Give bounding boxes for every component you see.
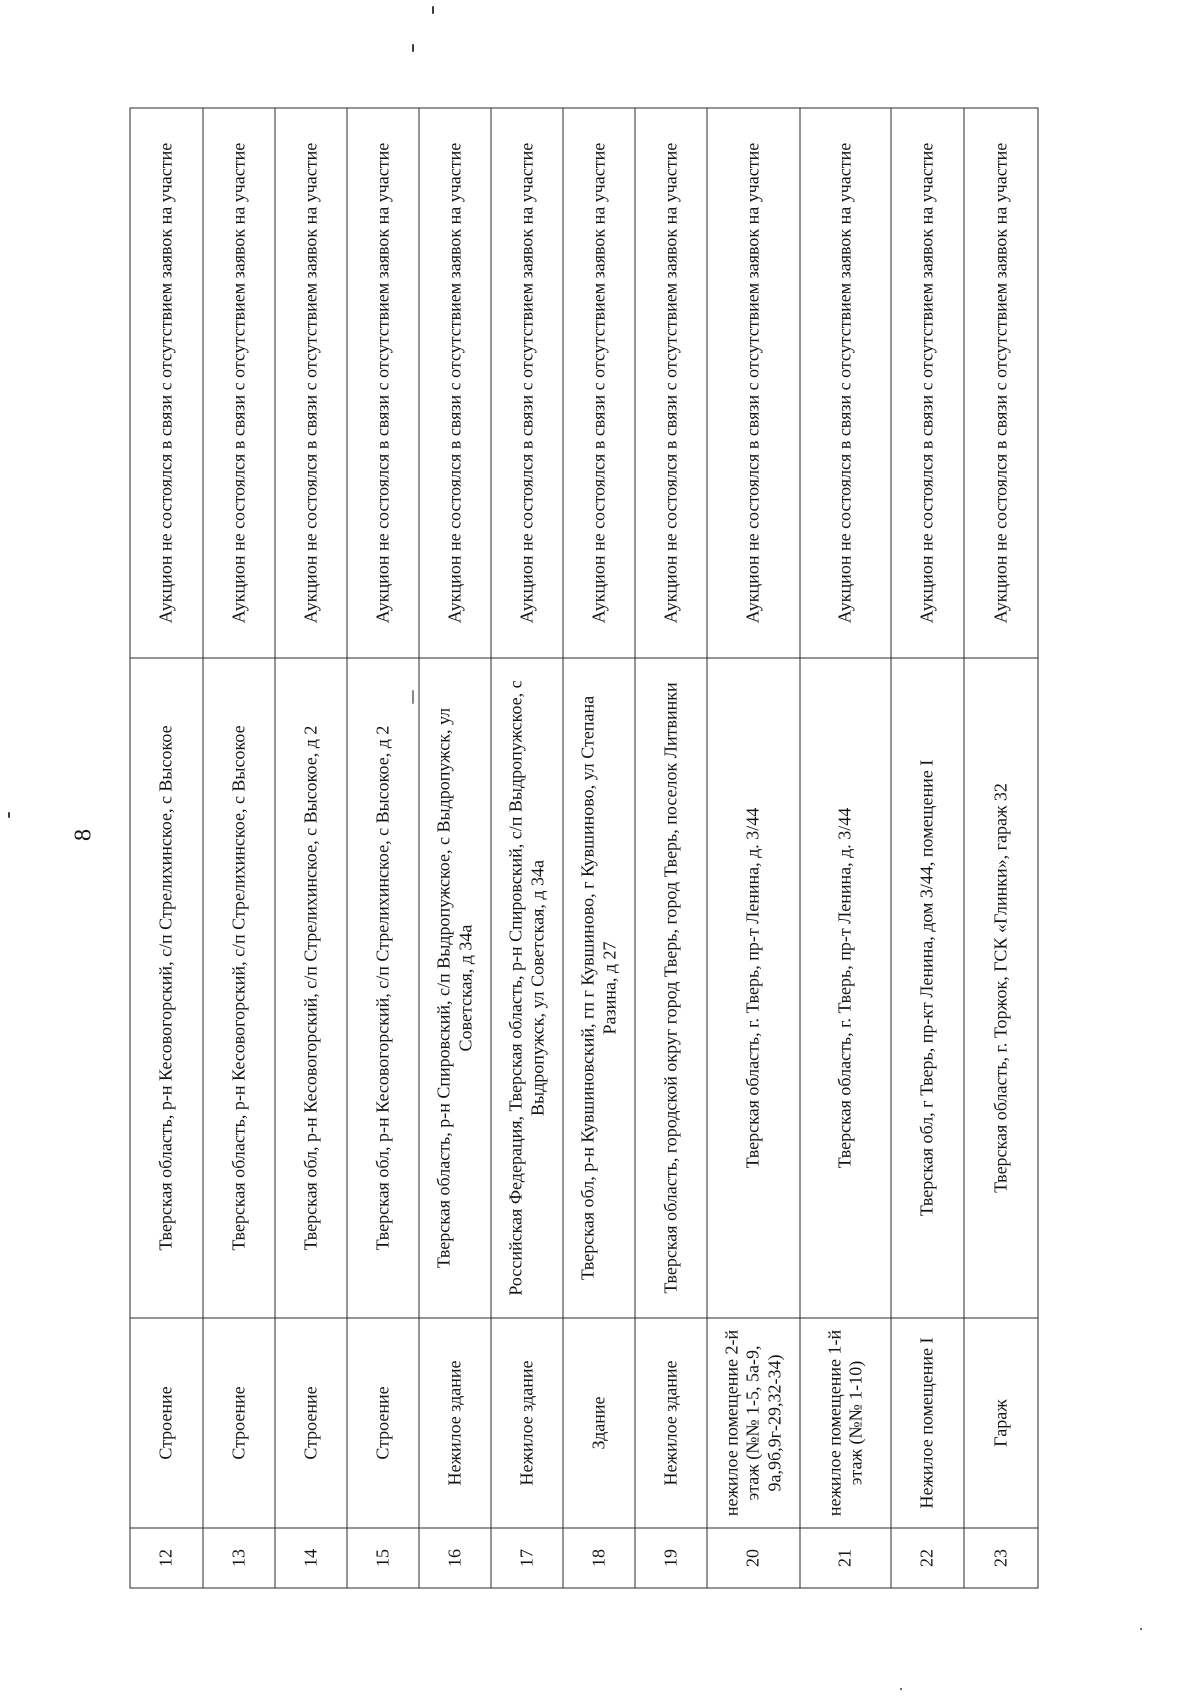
object-address: Тверская область, г. Тверь, пр-т Ленина, д. 3/44 — [834, 807, 855, 1169]
table-row — [800, 108, 891, 1588]
scan-speck — [432, 6, 434, 14]
object-address-cell — [800, 658, 891, 1318]
object-type: нежилое помещение 1-й этаж (№№ 1-10) — [824, 1329, 866, 1517]
row-number-cell — [563, 1528, 635, 1588]
object-address: Тверская обл, р-н Кесовогорский, с/п Стрелихинское, с Высокое, д 2 — [300, 725, 321, 1251]
object-type-cell — [891, 1318, 964, 1528]
auction-status: Аукцион не состоялся в связи с отсутствием заявок на участие — [444, 142, 465, 624]
object-address: Тверская обл, г Тверь, пр-кт Ленина, дом 3/44, помещение I — [916, 759, 937, 1217]
row-number-cell — [203, 1528, 275, 1588]
auction-status-cell — [563, 108, 635, 658]
object-address-cell — [891, 658, 964, 1318]
scan-speck — [1140, 1628, 1142, 1630]
auction-status: Аукцион не состоялся в связи с отсутствием заявок на участие — [916, 142, 937, 624]
object-address-cell — [563, 658, 635, 1318]
object-address: Тверская область, г. Тверь, пр-т Ленина, д. 3/44 — [742, 807, 763, 1169]
table-row — [347, 108, 419, 1588]
table-row — [707, 108, 800, 1588]
object-type: Строение — [372, 1386, 393, 1460]
table-body — [130, 108, 1038, 1588]
row-number: 20 — [742, 1549, 763, 1567]
table-row — [419, 108, 491, 1588]
object-address: Тверская область, р-н Кесовогорский, с/п Стрелихинское, с Высокое — [228, 725, 249, 1251]
auction-status-cell — [347, 108, 419, 658]
row-number: 21 — [834, 1549, 855, 1567]
table-row — [275, 108, 347, 1588]
row-number: 14 — [300, 1549, 321, 1567]
auction-status-cell — [491, 108, 563, 658]
row-number-cell — [635, 1528, 707, 1588]
object-type: нежилое помещение 2-й этаж (№№ 1-5, 5а-9, 9а,9б,9г-29,32-34) — [721, 1329, 785, 1517]
row-number-cell — [347, 1528, 419, 1588]
object-address: Тверская обл, р-н Кувшиновский, гп г Кувшиново, г Кувшиново, ул Степана Разина, д 27 — [577, 695, 619, 1281]
object-type-cell — [563, 1318, 635, 1528]
auction-status: Аукцион не состоялся в связи с отсутствием заявок на участие — [990, 142, 1011, 624]
auction-status: Аукцион не состоялся в связи с отсутствием заявок на участие — [155, 142, 176, 624]
object-address-cell — [635, 658, 707, 1318]
row-number-cell — [275, 1528, 347, 1588]
auction-status: Аукцион не состоялся в связи с отсутствием заявок на участие — [516, 142, 537, 624]
scan-speck — [412, 690, 414, 704]
row-number-cell — [707, 1528, 800, 1588]
row-number: 22 — [916, 1549, 937, 1567]
auction-status-cell — [707, 108, 800, 658]
row-number: 23 — [990, 1549, 1011, 1567]
object-type: Нежилое здание — [660, 1360, 681, 1486]
object-type-cell — [347, 1318, 419, 1528]
object-type: Строение — [228, 1386, 249, 1460]
object-address: Российская Федерация, Тверская область, р-н Спировский, с/п Выдропужское, с Выдропужск, ул Советская, д 34а — [505, 680, 547, 1296]
object-type-cell — [130, 1318, 203, 1528]
auction-status-cell — [203, 108, 275, 658]
object-type: Нежилое здание — [516, 1360, 537, 1486]
table-row — [891, 108, 964, 1588]
auction-status-cell — [800, 108, 891, 658]
row-number-cell — [891, 1528, 964, 1588]
table-row — [130, 108, 203, 1588]
row-number-cell — [130, 1528, 203, 1588]
auction-status: Аукцион не состоялся в связи с отсутствием заявок на участие — [742, 142, 763, 624]
object-address-cell — [707, 658, 800, 1318]
auction-status: Аукцион не состоялся в связи с отсутствием заявок на участие — [228, 142, 249, 624]
scan-speck — [8, 812, 10, 818]
object-type: Нежилое здание — [444, 1360, 465, 1486]
table-row — [563, 108, 635, 1588]
object-address-cell — [203, 658, 275, 1318]
object-type-cell — [635, 1318, 707, 1528]
auction-status-cell — [130, 108, 203, 658]
rotated-table-wrapper — [134, 108, 1034, 1588]
object-type: Здание — [588, 1396, 609, 1450]
object-address-cell — [491, 658, 563, 1318]
object-address: Тверская область, городской округ город Тверь, город Тверь, поселок Литвинки — [660, 682, 681, 1294]
object-address-cell — [130, 658, 203, 1318]
object-address-cell — [347, 658, 419, 1318]
auction-status: Аукцион не состоялся в связи с отсутствием заявок на участие — [372, 142, 393, 624]
object-address-cell — [275, 658, 347, 1318]
table-row — [203, 108, 275, 1588]
auction-status-cell — [275, 108, 347, 658]
object-type-cell — [800, 1318, 891, 1528]
scan-speck — [412, 44, 414, 52]
object-type: Нежилое помещение I — [916, 1337, 937, 1509]
object-address: Тверская область, р-н Кесовогорский, с/п Стрелихинское, с Высокое — [155, 725, 176, 1251]
scan-speck — [900, 1688, 902, 1690]
row-number: 18 — [588, 1549, 609, 1567]
row-number: 17 — [516, 1549, 537, 1567]
object-type: Строение — [155, 1386, 176, 1460]
object-address-cell — [419, 658, 491, 1318]
object-address: Тверская область, р-н Спировский, с/п Выдропужское, с Выдропужск, ул Советская, д 34а — [433, 707, 475, 1269]
row-number: 15 — [372, 1549, 393, 1567]
object-address-cell — [964, 658, 1038, 1318]
object-type-cell — [964, 1318, 1038, 1528]
auction-status: Аукцион не состоялся в связи с отсутствием заявок на участие — [660, 142, 681, 624]
table-row — [635, 108, 707, 1588]
object-type-cell — [203, 1318, 275, 1528]
object-address: Тверская обл, р-н Кесовогорский, с/п Стрелихинское, с Высокое, д 2 — [372, 725, 393, 1251]
auction-status-cell — [635, 108, 707, 658]
auction-status-cell — [964, 108, 1038, 658]
auction-status-cell — [419, 108, 491, 658]
row-number: 13 — [228, 1549, 249, 1567]
object-type-cell — [419, 1318, 491, 1528]
auction-status: Аукцион не состоялся в связи с отсутствием заявок на участие — [588, 142, 609, 624]
row-number: 19 — [660, 1549, 681, 1567]
row-number-cell — [800, 1528, 891, 1588]
row-number: 12 — [155, 1549, 176, 1567]
object-address: Тверская область, г. Торжок, ГСК «Глинки», гараж 32 — [990, 783, 1011, 1193]
row-number-cell — [964, 1528, 1038, 1588]
page-number: 8 — [70, 829, 97, 841]
object-type-cell — [491, 1318, 563, 1528]
table-row — [964, 108, 1038, 1588]
object-type-cell — [275, 1318, 347, 1528]
auction-status: Аукцион не состоялся в связи с отсутствием заявок на участие — [300, 142, 321, 624]
table-row — [491, 108, 563, 1588]
object-type: Гараж — [990, 1399, 1011, 1447]
auction-status: Аукцион не состоялся в связи с отсутствием заявок на участие — [834, 142, 855, 624]
row-number-cell — [419, 1528, 491, 1588]
object-type: Строение — [300, 1386, 321, 1460]
auction-results-table — [130, 108, 1039, 1589]
row-number: 16 — [444, 1549, 465, 1567]
row-number-cell — [491, 1528, 563, 1588]
auction-status-cell — [891, 108, 964, 658]
object-type-cell — [707, 1318, 800, 1528]
